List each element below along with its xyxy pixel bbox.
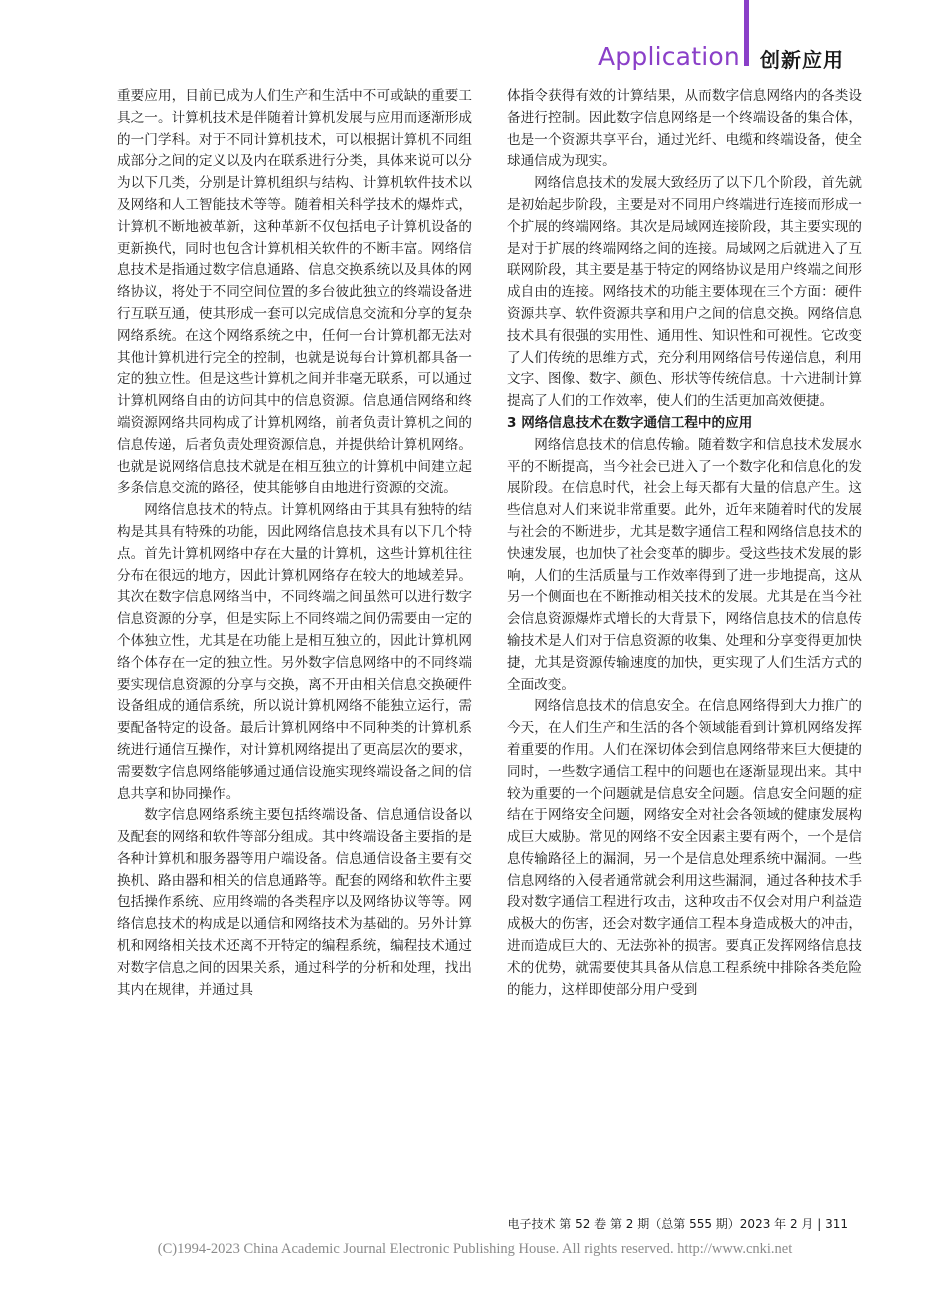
right-paragraph-1: 体指令获得有效的计算结果，从而数字信息网络内的各类设备进行控制。因此数字信息网络是一个终端设备的集合体，也是一个资源共享平台，通过光纤、电缆和终端设备，使全球通信成为现实。 <box>507 88 862 170</box>
left-paragraph-3: 数字信息网络系统主要包括终端设备、信息通信设备以及配套的网络和软件等部分组成。其中终端设备主要指的是各种计算机和服务器等用户端设备。信息通信设备主要有交换机、路由器和相关的信息通路等。配套的网络和软件主要包括操作系统、应用终端的各类程序以及网络协议等等。网络信息技术的构成是以通信和网络技术为基础的。另外计算机和网络相关技术还离不开特定的编程系统，编程技术通过对数字信息之间的因果关系，通过科学的分析和处理，找出其内在规律，并通过具 <box>117 807 472 998</box>
right-paragraph-2: 网络信息技术的发展大致经历了以下几个阶段，首先就是初始起步阶段，主要是对不同用户终端进行连接而形成一个扩展的终端网络。其次是局域网连接阶段，其主要实现的是对于扩展的终端网络之间的连接。局域网之后就进入了互联网阶段，其主要是基于特定的网络协议是用户终端之间形成自由的连接。网络技术的功能主要体现在三个方面：硬件资源共享、软件资源共享和用户之间的信息交换。网络信息技术具有很强的实用性、通用性、知识性和可视性。它改变了人们传统的思维方式，充分利用网络信号传递信息，利用文字、图像、数字、颜色、形状等传统信息。十六进制计算提高了人们的工作效率，使人们的生活更加高效便捷。 <box>507 175 862 410</box>
section-label-cn: 创新应用 <box>760 48 844 72</box>
left-column <box>117 86 472 1001</box>
left-paragraph-2: 网络信息技术的特点。计算机网络由于其具有独特的结构是其具有特殊的功能，因此网络信息技术具有以下几个特点。首先计算机网络中存在大量的计算机，这些计算机往往分布在很远的地方，因此计算机网络存在较大的地域差异。其次在数字信息网络当中，不同终端之间虽然可以进行数字信息资源的分享，但是实际上不同终端之间仍需要由一定的个体独立性，尤其是在功能上是相互独立的，因此计算机网络个体存在一定的独立性。另外数字信息网络中的不同终端要实现信息资源的分享与交换，离不开由相关信息交换硬件设备组成的通信系统，所以说计算机网络不能独立运行，需要配备特定的设备。最后计算机网络中不同种类的计算机系统进行通信互操作，对计算机网络提出了更高层次的要求，需要数字信息网络能够通过通信设施实现终端设备之间的信息共享和协同操作。 <box>117 502 472 802</box>
left-paragraph-1: 重要应用，目前已成为人们生产和生活中不可或缺的重要工具之一。计算机技术是伴随着计算机发展与应用而逐渐形成的一门学科。对于不同计算机技术，可以根据计算机不同组成部分之间的定义以及内在联系进行分类，具体来说可以分为以下几类，分别是计算机组织与结构、计算机软件技术以及网络和人工智能技术等等。随着相关科学技术的爆炸式，计算机不断地被革新，这种革新不仅包括电子计算机设备的更新换代，同时也包含计算机相关软件的不断丰富。网络信息技术是指通过数字信息通路、信息交换系统以及具体的网络协议，将处于不同空间位置的多台彼此独立的终端设备进行互联互通，使其形成一套可以完成信息交流和分享的复杂网络系统。在这个网络系统之中，任何一台计算机都无法对其他计算机进行完全的控制，也就是说每台计算机都具备一定的独立性。但是这些计算机之间并非毫无联系，可以通过计算机网络自由的访问其中的信息资源。信息通信网络和终端资源网络共同构成了计算机网络，前者负责计算机之间的信息传递，后者负责处理资源信息，并提供给计算机网络。也就是说网络信息技术就是在相互独立的计算机中间建立起多条信息交流的路径，使其能够自由地进行资源的交流。 <box>117 88 472 497</box>
copyright-watermark: (C)1994-2023 China Academic Journal Electronic Publishing House. All rights reserved. http://www.cnki.net <box>157 1241 793 1257</box>
journal-footer: 电子技术 第 52 卷 第 2 期（总第 555 期）2023 年 2 月 | 311 <box>507 1217 848 1231</box>
right-paragraph-4: 网络信息技术的信息安全。在信息网络得到大力推广的今天，在人们生产和生活的各个领域能看到计算机网络发挥着重要的作用。人们在深切体会到信息网络带来巨大便捷的同时，一些数字通信工程中的问题也在逐渐显现出来。其中较为重要的一个问题就是信息安全问题。信息安全问题的症结在于网络安全问题，网络安全对社会各领域的健康发展构成巨大威胁。常见的网络不安全因素主要有两个，一个是信息传输路径上的漏洞，另一个是信息处理系统中漏洞。一些信息网络的入侵者通常就会利用这些漏洞，通过各种技术手段对数字通信工程进行攻击，这种攻击不仅会对用户利益造成极大的伤害，还会对数字通信工程本身造成极大的冲击，进而造成巨大的、无法弥补的损害。要真正发挥网络信息技术的优势，就需要使其具备从信息工程系统中排除各类危险的能力，这样即使部分用户受到 <box>507 698 862 998</box>
right-paragraph-3: 网络信息技术的信息传输。随着数字和信息技术发展水平的不断提高，当今社会已进入了一个数字化和信息化的发展阶段。在信息时代，社会上每天都有大量的信息产生。这些信息对人们来说非常重要。此外，近年来随着时代的发展与社会的不断进步，尤其是数字通信工程和网络信息技术的快速发展，也加快了社会变革的脚步。受这些技术发展的影响，人们的生活质量与工作效率得到了进一步地提高，这从另一个侧面也在不断推动相关技术的发展。尤其是在当今社会信息资源爆炸式增长的大背景下，网络信息技术的信息传输技术是人们对于信息资源的收集、处理和分享变得更加快捷，尤其是资源传输速度的加快，更实现了人们生活方式的全面改变。 <box>507 436 862 693</box>
right-column <box>507 86 862 1001</box>
section-3-heading: 3 网络信息技术在数字通信工程中的应用 <box>507 414 753 431</box>
header-accent-bar <box>744 0 749 66</box>
section-label-en: Application <box>598 42 740 71</box>
